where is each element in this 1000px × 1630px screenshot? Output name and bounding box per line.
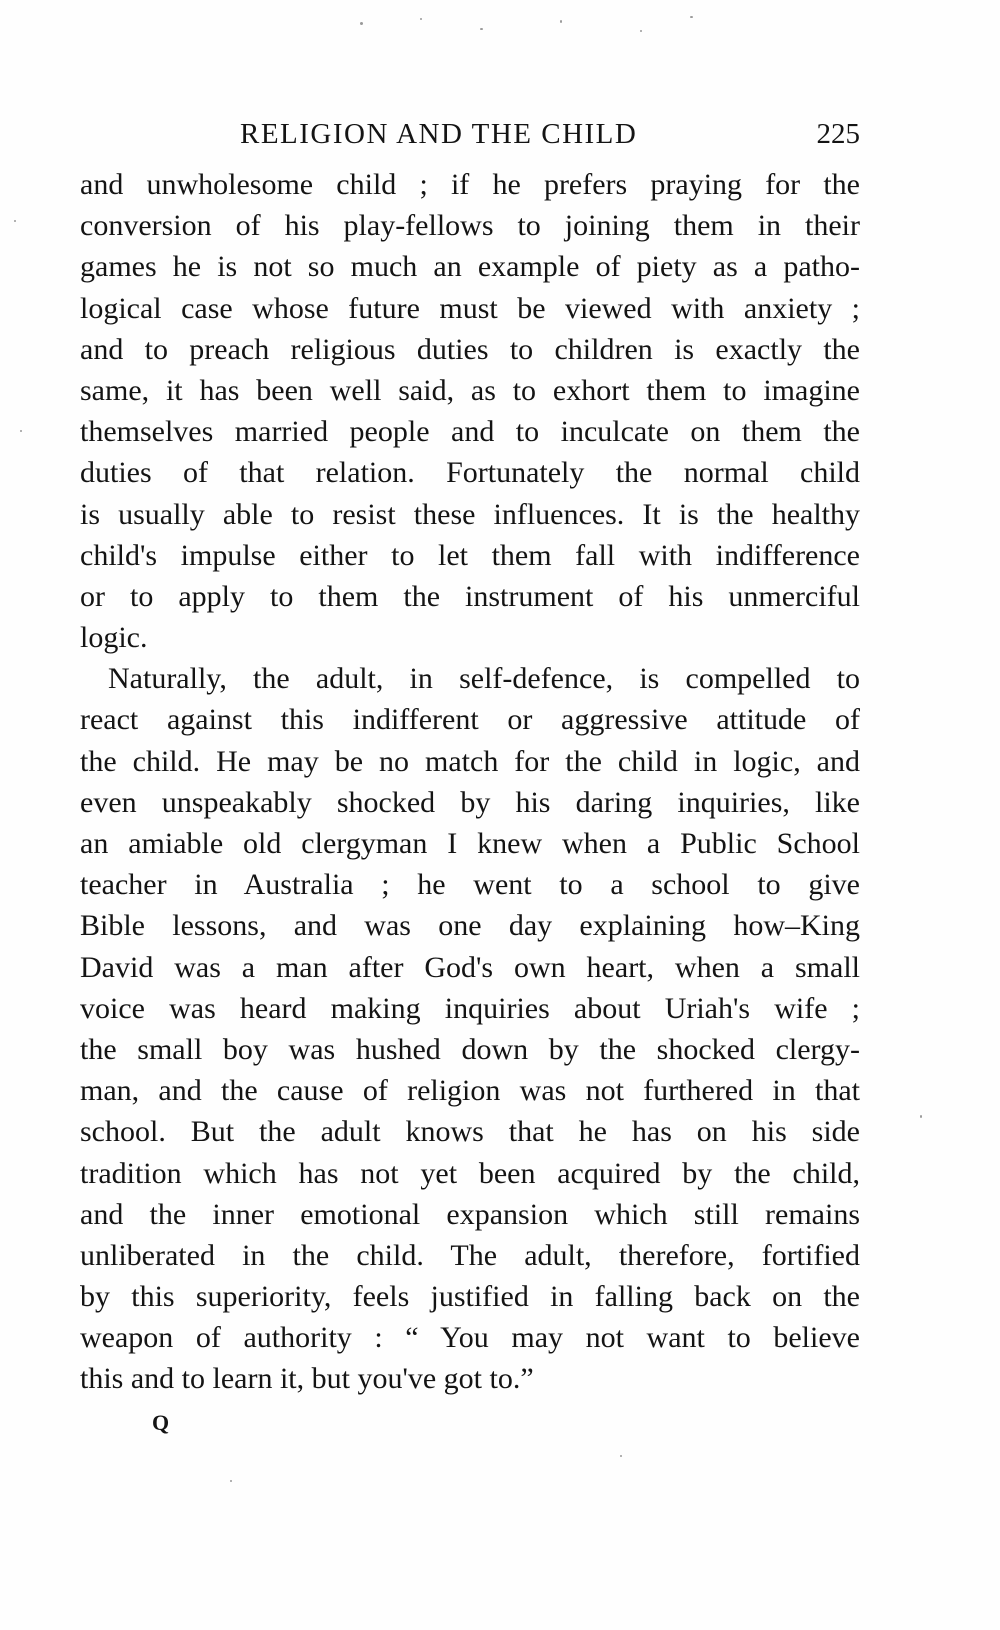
text-line: Naturally, the adult, in self-defence, is compelled to [108, 662, 860, 696]
text-line: and the inner emotional expansion which still remains [80, 1197, 860, 1231]
text-line: logic. [80, 621, 148, 655]
text-line: react against this indifferent or aggressive attitude of [80, 703, 860, 737]
text-line: unliberated in the child. The adult, therefore, fortified [80, 1238, 860, 1272]
signature-mark: Q [152, 1410, 170, 1435]
paragraph [80, 164, 860, 658]
text-line: school. But the adult knows that he has on his side [80, 1115, 860, 1149]
scan-speckle [20, 430, 22, 432]
text-line: child's impulse either to let them fall with indifference [80, 538, 860, 572]
text-line: same, it has been well said, as to exhort them to imagine [80, 373, 860, 407]
scan-speckle [920, 1115, 922, 1118]
scan-speckle [640, 30, 642, 32]
scan-speckle [230, 1480, 232, 1482]
text-line: man, and the cause of religion was not furthered in that [80, 1074, 860, 1108]
text-line: tradition which has not yet been acquired by the child, [80, 1156, 860, 1190]
scan-speckle [690, 16, 693, 18]
scan-speckle [560, 20, 562, 23]
scan-speckle [14, 220, 16, 222]
text-line: logical case whose future must be viewed with anxiety ; [80, 291, 860, 325]
text-line: voice was heard making inquiries about Uriah's wife ; [80, 991, 860, 1025]
page-header [80, 112, 860, 156]
text-line: and unwholesome child ; if he prefers praying for the [80, 168, 860, 201]
text-line: an amiable old clergyman I knew when a Public School [80, 827, 860, 860]
text-line: the child. He may be no match for the child in logic, and [80, 744, 860, 778]
scan-speckle [480, 28, 483, 30]
scan-speckle [620, 1455, 622, 1457]
text-line: David was a man after God's own heart, when a small [80, 950, 860, 984]
text-line: by this superiority, feels justified in falling back on the [80, 1280, 860, 1314]
text-line: themselves married people and to inculcate on them the [80, 415, 860, 449]
text-line: is usually able to resist these influences. It is the healthy [80, 497, 860, 531]
paragraph [80, 658, 860, 1399]
text-line: duties of that relation. Fortunately the normal child [80, 456, 860, 490]
text-line: teacher in Australia ; he went to a school to give [80, 868, 860, 902]
body-text [80, 164, 860, 1400]
scan-speckle [420, 18, 422, 20]
scan-speckle [360, 22, 363, 25]
running-title: RELIGION AND THE CHILD [240, 118, 638, 150]
text-line: the small boy was hushed down by the shocked clergy- [80, 1032, 860, 1066]
text-line: and to preach religious duties to children is exactly the [80, 332, 860, 366]
text-line: conversion of his play-fellows to joining them in their [80, 209, 860, 243]
text-line: or to apply to them the instrument of his unmerciful [80, 579, 860, 613]
text-line: weapon of authority : “ You may not want to believe [80, 1321, 860, 1355]
page-number: 225 [816, 118, 860, 150]
text-line: even unspeakably shocked by his daring inquiries, like [80, 785, 860, 819]
text-line: this and to learn it, but you've got to.” [80, 1362, 534, 1396]
text-line: Bible lessons, and was one day explaining how–King [80, 909, 860, 943]
text-line: games he is not so much an example of piety as a patho- [80, 250, 860, 284]
